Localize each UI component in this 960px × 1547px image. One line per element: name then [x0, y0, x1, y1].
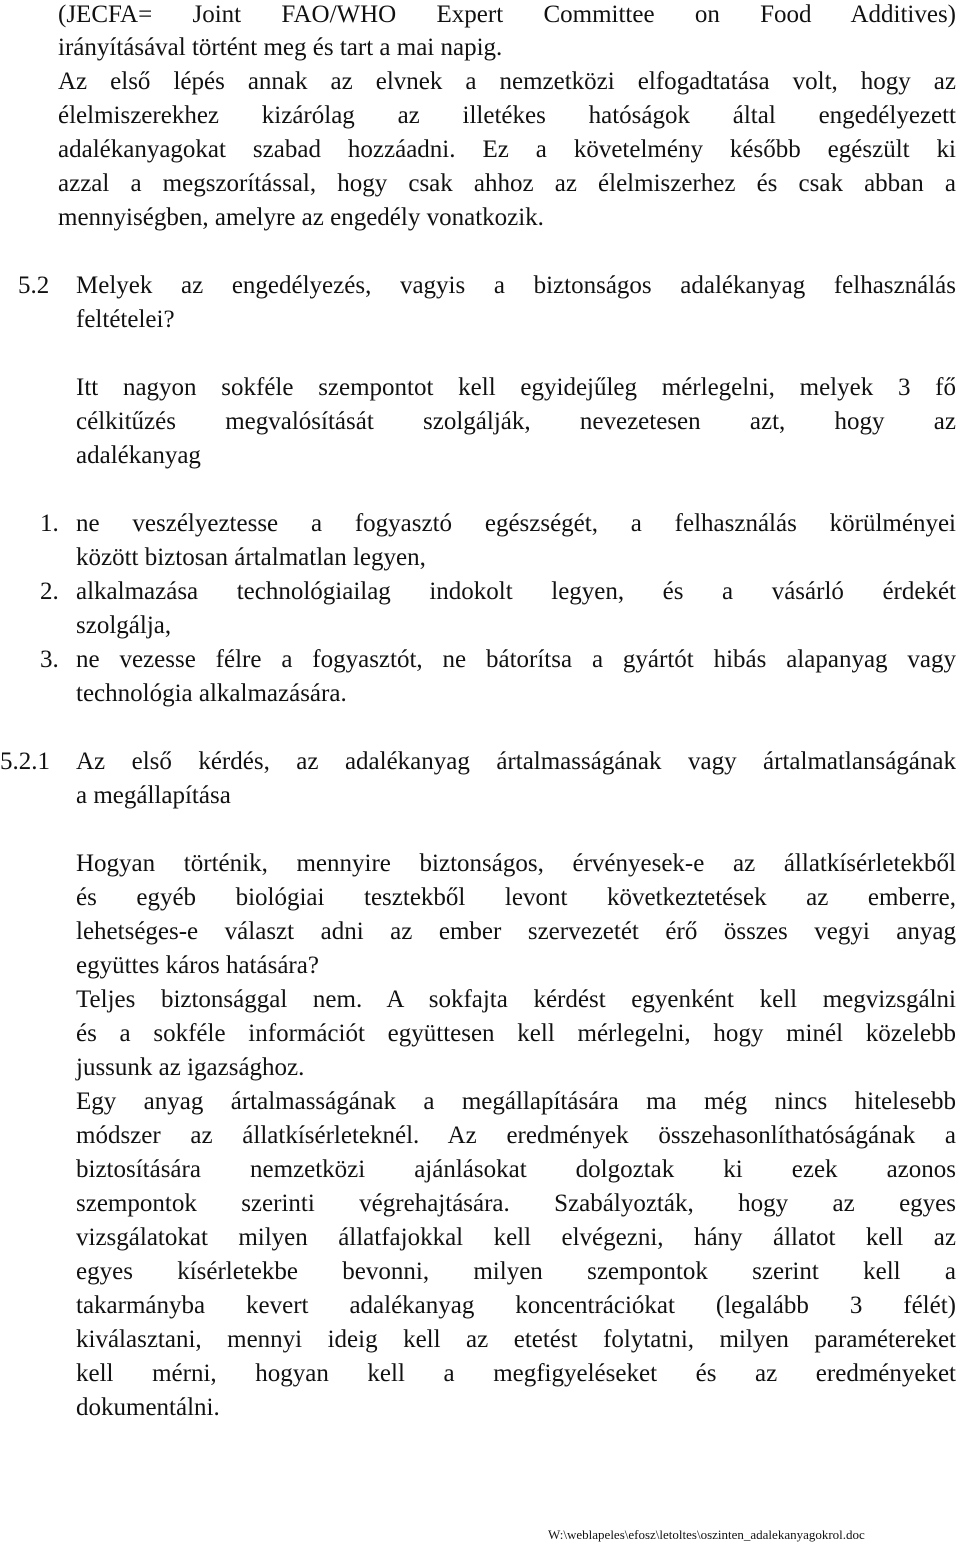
footer-file-path: W:\weblapeles\efosz\letoltes\oszinten_adalekanyagokrol.doc [548, 1527, 865, 1542]
text-line: és a sokféle információt együttesen kell mérlegelni, hogy minél közelebb [76, 1020, 956, 1047]
text-line: takarmányba kevert adalékanyag koncentrációkat (legalább 3 félét) [76, 1292, 956, 1319]
text-line: (JECFA= Joint FAO/WHO Expert Committee on Food Additives) [58, 1, 956, 28]
text-line: Teljes biztonsággal nem. A sokfajta kérdést egyenként kell megvizsgálni [76, 986, 956, 1013]
text-line: élelmiszerekhez kizárólag az illetékes hatóságok által engedélyezett [58, 102, 956, 129]
list-item-line: alkalmazása technológiailag indokolt legyen, és a vásárló érdekét [76, 578, 956, 605]
heading-line: Melyek az engedélyezés, vagyis a biztonságos adalékanyag felhasználás [76, 272, 956, 299]
list-item-line: szolgálja, [76, 612, 172, 639]
text-line: módszer az állatkísérleteknél. Az eredmények összehasonlíthatóságának a [76, 1122, 956, 1149]
text-line: dokumentálni. [76, 1394, 220, 1421]
list-item-line: technológia alkalmazására. [76, 680, 347, 707]
text-line: vizsgálatokat milyen állatfajokkal kell elvégezni, hány állatot kell az [76, 1224, 956, 1251]
text-line: mennyiségben, amelyre az engedély vonatkozik. [58, 204, 544, 231]
list-item-line: között biztosan ártalmatlan legyen, [76, 544, 426, 571]
text-line: célkitűzés megvalósítását szolgálják, nevezetesen azt, hogy az [76, 408, 956, 435]
list-number: 2. [40, 578, 59, 605]
text-line: Az első lépés annak az elvnek a nemzetközi elfogadtatása volt, hogy az [58, 68, 956, 95]
text-line: együttes káros hatására? [76, 952, 319, 979]
text-line: azzal a megszorítással, hogy csak ahhoz az élelmiszerhez és csak abban a [58, 170, 956, 197]
text-line: kiválasztani, mennyi ideig kell az etetést folytatni, milyen paramétereket [76, 1326, 956, 1353]
heading-line: a megállapítása [76, 782, 231, 809]
list-number: 1. [40, 510, 59, 537]
text-line: adalékanyag [76, 442, 201, 469]
text-line: egyes kísérletekbe bevonni, milyen szempontok szerint kell a [76, 1258, 956, 1285]
text-line: Hogyan történik, mennyire biztonságos, érvényesek-e az állatkísérletekből [76, 850, 956, 877]
section-number: 5.2 [18, 272, 50, 299]
list-item-line: ne vezesse félre a fogyasztót, ne bátorítsa a gyártót hibás alapanyag vagy [76, 646, 956, 673]
list-item-line: ne veszélyeztesse a fogyasztó egészségét, a felhasználás körülményei [76, 510, 956, 537]
text-line: Egy anyag ártalmasságának a megállapítására ma még nincs hitelesebb [76, 1088, 956, 1115]
text-line: irányításával történt meg és tart a mai napig. [58, 34, 503, 61]
text-line: szempontok szerinti végrehajtására. Szabályozták, hogy az egyes [76, 1190, 956, 1217]
text-line: és egyéb biológiai tesztekből levont következtetések az emberre, [76, 884, 956, 911]
heading-line: Az első kérdés, az adalékanyag ártalmasságának vagy ártalmatlanságának [76, 748, 956, 775]
text-line: lehetséges-e választ adni az ember szervezetét érő összes vegyi anyag [76, 918, 956, 945]
text-line: kell mérni, hogyan kell a megfigyeléseket és az eredményeket [76, 1360, 956, 1387]
list-number: 3. [40, 646, 59, 673]
text-line: adalékanyagokat szabad hozzáadni. Ez a követelmény később egészült ki [58, 136, 956, 163]
text-line: jussunk az igazsághoz. [76, 1054, 305, 1081]
section-number: 5.2.1 [0, 748, 50, 775]
heading-line: feltételei? [76, 306, 175, 333]
text-line: Itt nagyon sokféle szempontot kell egyidejűleg mérlegelni, melyek 3 fő [76, 374, 956, 401]
text-line: biztosítására nemzetközi ajánlásokat dolgoztak ki ezek azonos [76, 1156, 956, 1183]
